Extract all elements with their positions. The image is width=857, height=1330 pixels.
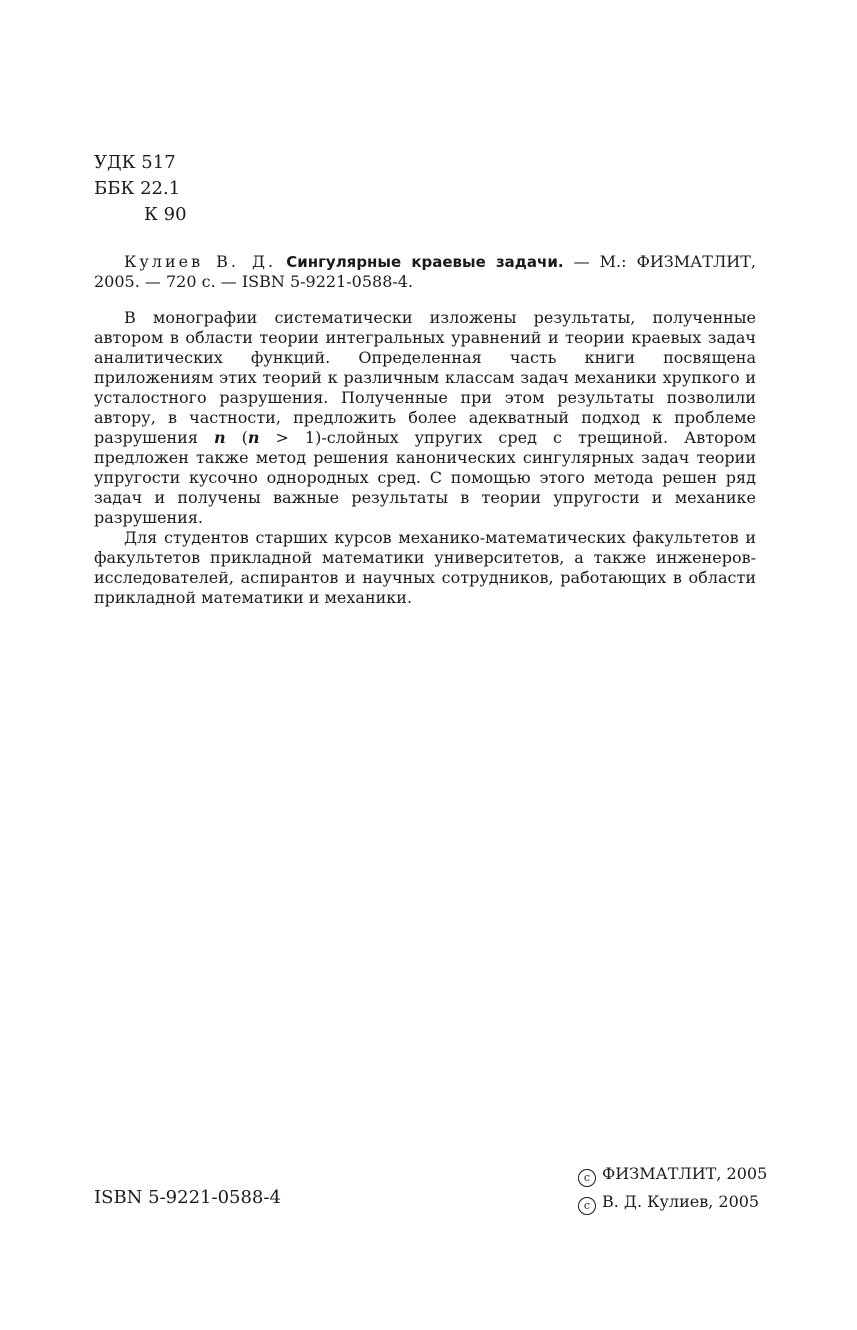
isbn-footer: ISBN 5-9221-0588-4 <box>94 1187 281 1208</box>
copyright-icon: c <box>578 1169 596 1187</box>
publication-info: — М.: ФИЗМАТЛИТ, 2005. — 720 с. — ISBN 5-9221-0588-4. <box>94 252 757 291</box>
author-mark: К 90 <box>144 204 187 225</box>
math-variable-n-2: n <box>247 428 260 447</box>
copyright-publisher: ФИЗМАТЛИТ, 2005 <box>602 1164 768 1183</box>
math-condition: > 1) <box>259 428 322 447</box>
copyright-icon-2: c <box>578 1197 596 1215</box>
abstract-paragraph-1 <box>94 308 756 528</box>
copyright-author: В. Д. Кулиев, 2005 <box>602 1192 760 1211</box>
book-author: Кулиев В. Д. <box>124 252 277 271</box>
annotation-block <box>94 252 756 608</box>
abstract-paragraph-2: Для студентов старших курсов механико-математических факультетов и факультетов прикладной математики университетов, а также инженеров-исследователей, аспирантов и научных сотрудников, работающих в области прикладной математики и механики. <box>94 528 756 607</box>
abstract-text-1a: В монографии систематически изложены результаты, полученные автором в области теории интегральных уравнений и теории краевых задач аналитических функций. Определенная часть книги посвящена приложениям этих теорий к различным классам задач механики хрупкого и усталостного разрушения. Полученные при этом результаты позволили автору, в частности, предложить более адекватный подход к проблеме разрушения <box>94 308 756 447</box>
copyright-publisher-line <box>578 1160 767 1188</box>
math-paren-open: ( <box>225 428 248 447</box>
abstract-text-1b: -слойных упругих сред с трещиной. Автором предложен также метод решения канонических сингулярных задач теории упругости кусочно однородных сред. С помощью этого метода решен ряд задач и получены важные результаты в теории упругости и механике разрушения. <box>94 428 757 527</box>
copyright-author-line <box>578 1188 767 1216</box>
bbk-code: ББК 22.1 <box>94 178 181 199</box>
bibliographic-record <box>94 252 756 292</box>
udk-code: УДК 517 <box>94 152 176 173</box>
book-title: Сингулярные краевые задачи. <box>286 253 564 271</box>
classification-codes <box>94 150 187 228</box>
math-variable-n: n <box>213 428 226 447</box>
copyright-block <box>578 1160 767 1216</box>
